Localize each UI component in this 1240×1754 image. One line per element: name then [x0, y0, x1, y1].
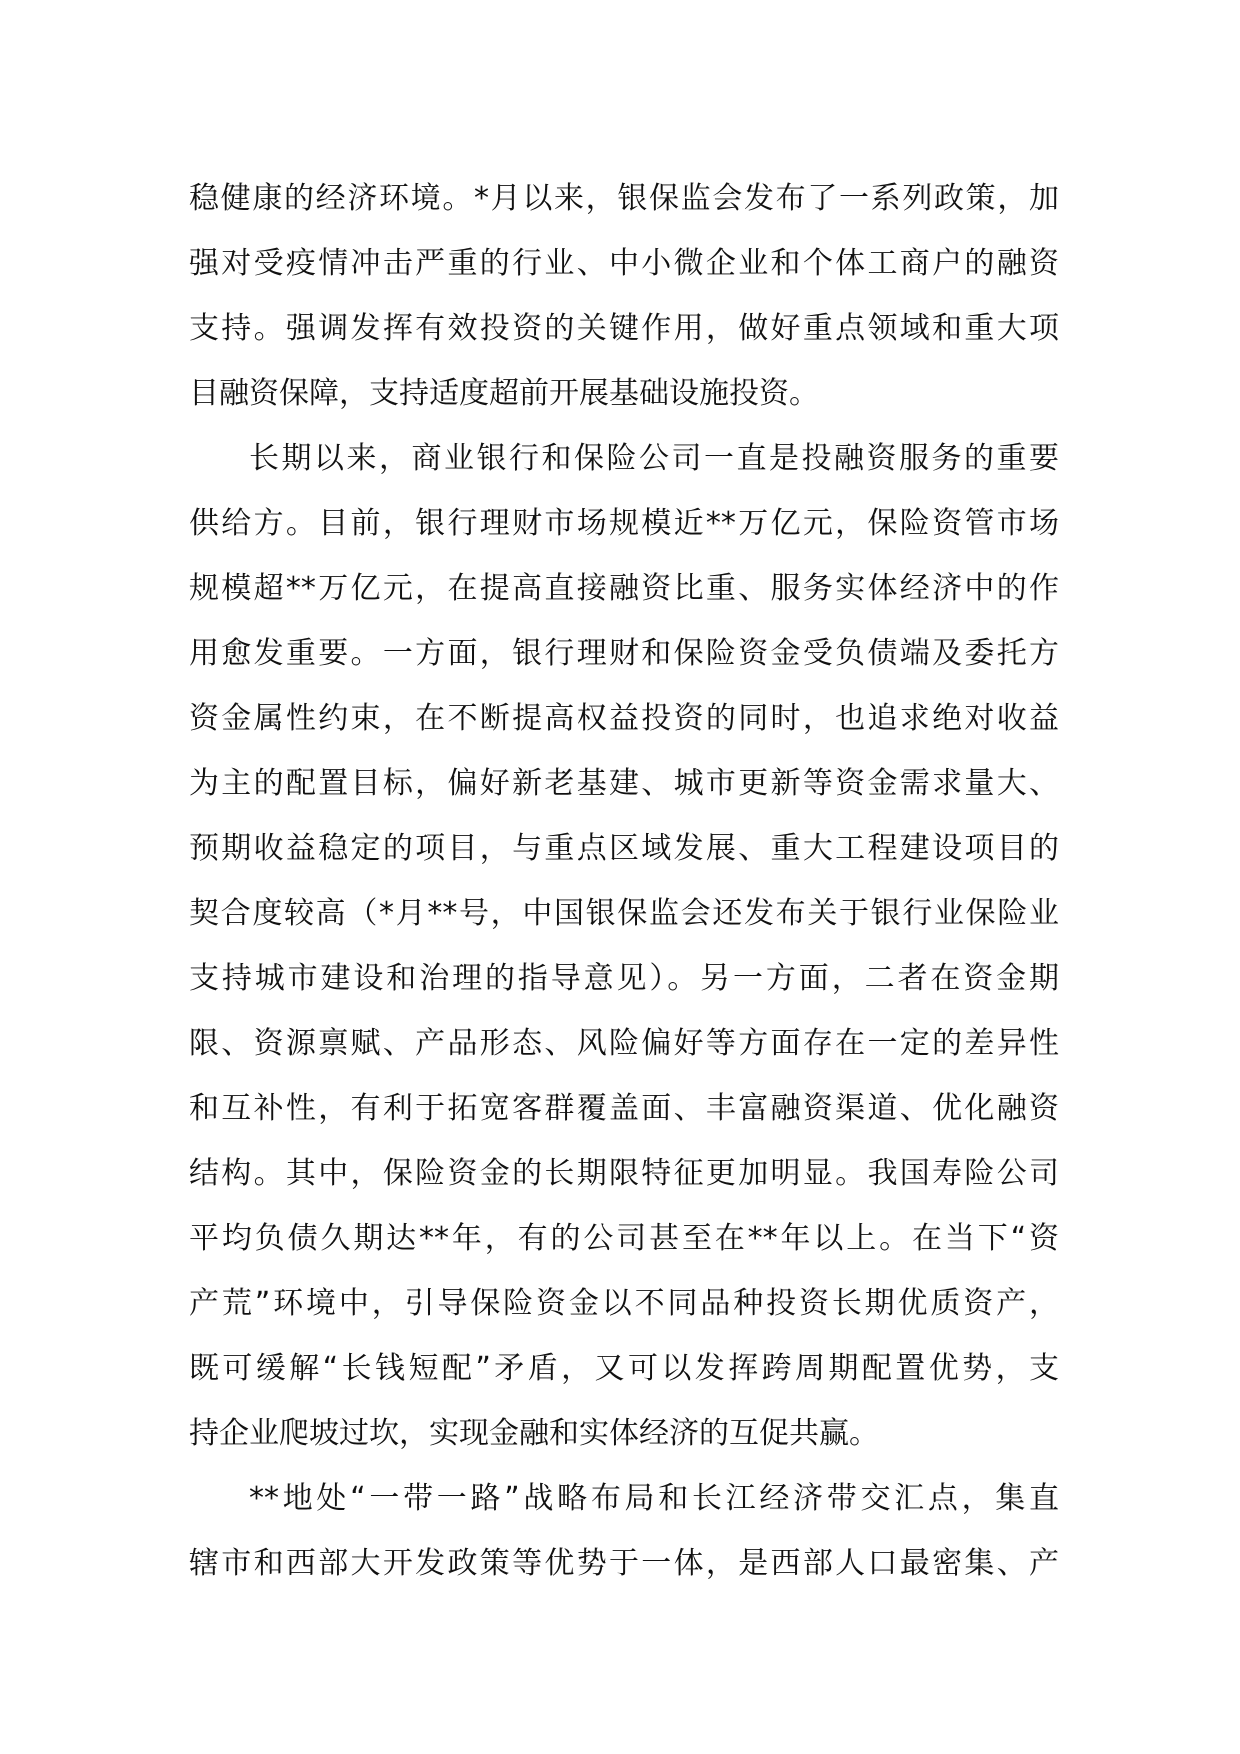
text-line: 长期以来，商业银行和保险公司一直是投融资服务的重要 — [249, 441, 1059, 476]
text-line: 产荒”环境中，引导保险资金以不同品种投资长期优质资产， — [189, 1286, 1059, 1321]
paragraph-3 — [189, 1466, 1059, 1596]
text-line: **地处“一带一路”战略布局和长江经济带交汇点，集直 — [249, 1481, 1059, 1516]
paragraph-2 — [189, 426, 1059, 1466]
text-line: 支持城市建设和治理的指导意见）。另一方面，二者在资金期 — [189, 961, 1059, 996]
text-line: 契合度较高（*月**号，中国银保监会还发布关于银行业保险业 — [189, 896, 1059, 931]
text-line: 规模超**万亿元，在提高直接融资比重、服务实体经济中的作 — [189, 571, 1059, 606]
text-line: 资金属性约束，在不断提高权益投资的同时，也追求绝对收益 — [189, 701, 1059, 736]
text-line: 结构。其中，保险资金的长期限特征更加明显。我国寿险公司 — [189, 1156, 1059, 1191]
text-line: 持企业爬坡过坎，实现金融和实体经济的互促共赢。 — [189, 1416, 879, 1451]
text-line: 预期收益稳定的项目，与重点区域发展、重大工程建设项目的 — [189, 831, 1059, 866]
body-text — [189, 166, 1059, 1596]
text-line: 为主的配置目标，偏好新老基建、城市更新等资金需求量大、 — [189, 766, 1059, 801]
text-line: 限、资源禀赋、产品形态、风险偏好等方面存在一定的差异性 — [189, 1026, 1059, 1061]
paragraph-1 — [189, 166, 1059, 426]
text-line: 和互补性，有利于拓宽客群覆盖面、丰富融资渠道、优化融资 — [189, 1091, 1059, 1126]
text-line: 既可缓解“长钱短配”矛盾，又可以发挥跨周期配置优势，支 — [189, 1351, 1059, 1386]
text-line: 支持。强调发挥有效投资的关键作用，做好重点领域和重大项 — [189, 311, 1059, 346]
text-line: 强对受疫情冲击严重的行业、中小微企业和个体工商户的融资 — [189, 246, 1059, 281]
text-line: 辖市和西部大开发政策等优势于一体，是西部人口最密集、产 — [189, 1546, 1059, 1581]
text-line: 稳健康的经济环境。*月以来，银保监会发布了一系列政策，加 — [189, 181, 1059, 216]
text-line: 用愈发重要。一方面，银行理财和保险资金受负债端及委托方 — [189, 636, 1059, 671]
text-line: 平均负债久期达**年，有的公司甚至在**年以上。在当下“资 — [189, 1221, 1059, 1256]
text-line: 目融资保障，支持适度超前开展基础设施投资。 — [189, 376, 819, 411]
text-line: 供给方。目前，银行理财市场规模近**万亿元，保险资管市场 — [189, 506, 1059, 541]
